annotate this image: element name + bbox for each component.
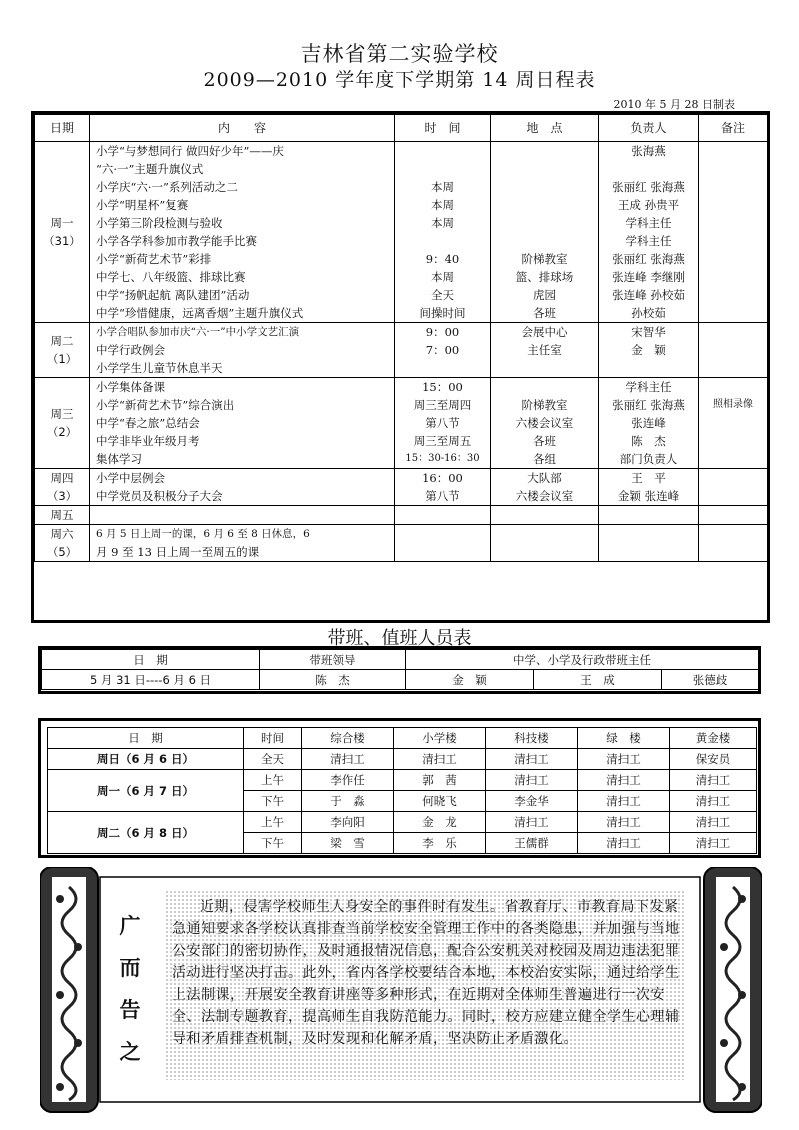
content-line: 中学“扬帆起航 离队建团”活动 bbox=[96, 288, 250, 302]
owner-line: 张丽红 张海燕 bbox=[612, 252, 685, 266]
content-cell bbox=[90, 142, 395, 323]
owner-line: 张丽红 张海燕 bbox=[612, 398, 685, 412]
note-line bbox=[701, 359, 765, 377]
time-line: 间操时间 bbox=[419, 306, 466, 320]
watch-date: 周日（6 月 6 日） bbox=[48, 749, 244, 770]
note-line bbox=[701, 525, 765, 543]
content-line: 小学庆“六·一”系列活动之二 bbox=[96, 180, 238, 194]
place-line: 阶梯教室 bbox=[521, 252, 568, 266]
watch-time: 下午 bbox=[244, 791, 302, 812]
schedule-day-row bbox=[35, 142, 768, 323]
time-line: 9：40 bbox=[425, 252, 460, 266]
time-line: 第八节 bbox=[425, 489, 460, 503]
place-cell bbox=[491, 506, 599, 525]
place-line: 主任室 bbox=[527, 343, 562, 357]
time-line: 7：00 bbox=[425, 343, 460, 357]
watch-cell: 李金华 bbox=[486, 791, 578, 812]
watch-cell: 清扫工 bbox=[578, 833, 670, 854]
day-date: （31） bbox=[43, 234, 81, 248]
time-cell bbox=[395, 506, 491, 525]
owner-line: 张丽红 张海燕 bbox=[612, 180, 685, 194]
watch-cell: 清扫工 bbox=[486, 812, 578, 833]
duty-leader-header: 带班领导 bbox=[260, 650, 406, 670]
owner-line bbox=[601, 525, 696, 543]
watch-date: 周二（6 月 8 日） bbox=[48, 812, 244, 854]
content-line: 中学“珍惜健康，远离香烟”主题升旗仪式 bbox=[96, 306, 304, 320]
watch-header: 时间 bbox=[244, 728, 302, 749]
duty-leader: 陈 杰 bbox=[260, 670, 406, 690]
watch-time: 上午 bbox=[244, 812, 302, 833]
watch-cell: 清扫工 bbox=[578, 749, 670, 770]
day-date: （1） bbox=[46, 352, 78, 366]
time-line: 本周 bbox=[431, 216, 454, 230]
watch-cell: 清扫工 bbox=[578, 791, 670, 812]
place-line bbox=[493, 196, 596, 214]
place-line: 阶梯教室 bbox=[521, 398, 568, 412]
schedule-frame bbox=[31, 111, 770, 623]
watch-table bbox=[47, 727, 757, 854]
schedule-day-row bbox=[35, 323, 768, 378]
content-line: 月 9 至 13 日上周一至周五的课 bbox=[96, 545, 260, 559]
day-date: （3） bbox=[46, 489, 78, 503]
day-label bbox=[35, 525, 90, 562]
owner-line: 王 平 bbox=[631, 471, 666, 485]
day-date: （5） bbox=[46, 545, 78, 559]
col-owner-header: 负责人 bbox=[599, 115, 699, 142]
place-cell bbox=[491, 323, 599, 378]
note-line bbox=[701, 232, 765, 250]
place-cell bbox=[491, 142, 599, 323]
watch-header: 日 期 bbox=[48, 728, 244, 749]
note-line bbox=[701, 378, 765, 396]
owner-line: 金颖 张连峰 bbox=[617, 489, 680, 503]
schedule-day-row bbox=[35, 506, 768, 525]
note-line bbox=[701, 414, 765, 432]
watch-date: 周一（6 月 7 日） bbox=[48, 770, 244, 812]
content-line: 小学“新荷艺术节”综合演出 bbox=[96, 398, 235, 412]
owner-cell bbox=[599, 469, 699, 506]
content-line: 小学集体备课 bbox=[96, 380, 165, 394]
place-line bbox=[493, 506, 596, 524]
watch-time: 上午 bbox=[244, 770, 302, 791]
note-line: 照相录像 bbox=[713, 399, 753, 410]
time-line: 本周 bbox=[431, 270, 454, 284]
time-line: 本周 bbox=[431, 198, 454, 212]
note-cell bbox=[699, 323, 768, 378]
notice-text: 近期，侵害学校师生人身安全的事件时有发生。省教育厅、市教育局下发紧急通知要求各学校认真排查当前学校安全管理工作中的各类隐患，并加强与当地公安部门的密切协作，及时通报情况信息，配合公安机关对校园及周边违法犯罪活动进行坚决打击。此外，省内各学校要结合本地，本校治安实际，通过给学生上法制课，开展安全教育讲座等多种形式，在近期对全体师生普遍进行一次安全、法制专题教育，提高师生自我防范能力。同时，校方应建立健全学生心理辅导和矛盾排查机制，及时发现和化解矛盾，坚决防止矛盾激化。 bbox=[172, 899, 680, 1047]
content-cell bbox=[90, 506, 395, 525]
day-label bbox=[35, 469, 90, 506]
time-line bbox=[397, 232, 488, 250]
note-cell bbox=[699, 525, 768, 562]
content-cell bbox=[90, 469, 395, 506]
place-cell bbox=[491, 378, 599, 469]
note-line bbox=[701, 487, 765, 505]
watch-cell: 清扫工 bbox=[670, 833, 757, 854]
owner-line: 张连峰 李继刚 bbox=[612, 270, 685, 284]
owner-line bbox=[601, 543, 696, 561]
watch-cell: 清扫工 bbox=[670, 770, 757, 791]
owner-line: 陈 杰 bbox=[631, 434, 666, 448]
place-line: 各班 bbox=[533, 306, 556, 320]
owner-line: 张连峰 孙校茹 bbox=[612, 288, 685, 302]
content-line: 中学行政例会 bbox=[96, 343, 165, 357]
place-cell bbox=[491, 525, 599, 562]
note-line bbox=[701, 250, 765, 268]
owner-line: 部门负责人 bbox=[619, 452, 678, 466]
time-line: 16：00 bbox=[422, 471, 463, 485]
owner-cell bbox=[599, 323, 699, 378]
watch-cell: 梁 雪 bbox=[302, 833, 394, 854]
day-name: 周一 bbox=[50, 216, 74, 230]
duty-title: 带班、值班人员表 bbox=[327, 628, 472, 649]
watch-time: 全天 bbox=[244, 749, 302, 770]
place-line bbox=[493, 378, 596, 396]
note-line bbox=[701, 432, 765, 450]
day-name: 周六 bbox=[50, 527, 74, 541]
owner-line: 宋智华 bbox=[631, 325, 666, 339]
note-line bbox=[701, 178, 765, 196]
owner-line: 学科主任 bbox=[625, 380, 672, 394]
day-label bbox=[35, 323, 90, 378]
watch-header: 绿 楼 bbox=[578, 728, 670, 749]
owner-line: 张海燕 bbox=[631, 144, 666, 158]
duty-header-row bbox=[42, 650, 759, 670]
content-line: 小学各学科参加市教学能手比赛 bbox=[96, 234, 257, 248]
place-line: 六楼会议室 bbox=[515, 489, 574, 503]
watch-cell: 清扫工 bbox=[486, 770, 578, 791]
watch-header: 小学楼 bbox=[394, 728, 486, 749]
content-line: 小学第三阶段检测与验收 bbox=[96, 216, 223, 230]
place-line bbox=[493, 525, 596, 543]
time-line: 第八节 bbox=[425, 416, 460, 430]
owner-line: 学科主任 bbox=[625, 216, 672, 230]
duty-member: 金 颖 bbox=[406, 670, 534, 690]
schedule-subtitle: 2009—2010 学年度下学期第 14 周日程表 bbox=[203, 69, 596, 91]
owner-line bbox=[601, 506, 696, 524]
note-line bbox=[701, 142, 765, 160]
watch-row bbox=[48, 749, 757, 770]
watch-cell: 清扫工 bbox=[302, 749, 394, 770]
content-line: 小学“与梦想同行 做四好少年”——庆 bbox=[96, 144, 284, 158]
time-cell bbox=[395, 142, 491, 323]
note-line bbox=[701, 450, 765, 468]
col-content-header: 内 容 bbox=[90, 115, 395, 142]
day-label bbox=[35, 378, 90, 469]
content-line: 小学学生儿童节休息半天 bbox=[96, 361, 223, 375]
day-date: （2） bbox=[46, 425, 78, 439]
day-name: 周三 bbox=[50, 407, 74, 421]
col-date-header: 日期 bbox=[35, 115, 90, 142]
schedule-body bbox=[35, 142, 768, 562]
watch-cell: 王儒群 bbox=[486, 833, 578, 854]
owner-cell bbox=[599, 506, 699, 525]
watch-cell: 于 淼 bbox=[302, 791, 394, 812]
place-line bbox=[493, 543, 596, 561]
content-cell bbox=[90, 378, 395, 469]
made-date: 2010 年 5 月 28 日制表 bbox=[613, 98, 735, 111]
time-line: 本周 bbox=[431, 180, 454, 194]
col-place-header: 地 点 bbox=[491, 115, 599, 142]
watch-cell: 清扫工 bbox=[486, 749, 578, 770]
owner-line bbox=[601, 359, 696, 377]
day-name: 周二 bbox=[50, 334, 74, 348]
time-line: 9：00 bbox=[425, 325, 460, 339]
schedule-table bbox=[34, 114, 768, 562]
note-line bbox=[701, 341, 765, 359]
schedule-day-row bbox=[35, 525, 768, 562]
duty-member: 王 成 bbox=[534, 670, 662, 690]
note-line bbox=[701, 214, 765, 232]
note-line bbox=[701, 304, 765, 322]
watch-cell: 清扫工 bbox=[670, 812, 757, 833]
watch-frame bbox=[38, 718, 761, 858]
note-line bbox=[701, 506, 765, 524]
content-cell bbox=[90, 323, 395, 378]
duty-date: 5 月 31 日----6 月 6 日 bbox=[42, 670, 260, 690]
watch-header: 黄金楼 bbox=[670, 728, 757, 749]
time-line: 周三至周五 bbox=[413, 434, 472, 448]
content-line: 中学非毕业年级月考 bbox=[96, 434, 200, 448]
watch-cell: 李 乐 bbox=[394, 833, 486, 854]
content-line bbox=[96, 506, 392, 524]
duty-row bbox=[42, 670, 759, 690]
schedule-header-row bbox=[35, 115, 768, 142]
owner-line bbox=[601, 160, 696, 178]
note-line bbox=[701, 543, 765, 561]
place-line: 六楼会议室 bbox=[515, 416, 574, 430]
owner-cell bbox=[599, 525, 699, 562]
day-name: 周五 bbox=[50, 508, 74, 522]
owner-cell bbox=[599, 378, 699, 469]
content-line: 集体学习 bbox=[96, 452, 142, 466]
time-cell bbox=[395, 525, 491, 562]
watch-cell: 李作任 bbox=[302, 770, 394, 791]
note-cell bbox=[699, 142, 768, 323]
content-cell bbox=[90, 525, 395, 562]
time-line bbox=[397, 142, 488, 160]
time-line: 全天 bbox=[431, 288, 454, 302]
time-line bbox=[397, 525, 488, 543]
owner-line: 王成 孙贵平 bbox=[617, 198, 680, 212]
duty-members-header: 中学、小学及行政带班主任 bbox=[406, 650, 759, 670]
note-cell bbox=[699, 469, 768, 506]
time-cell bbox=[395, 323, 491, 378]
content-line: 小学“新荷艺术节”彩排 bbox=[96, 252, 212, 266]
time-line bbox=[397, 359, 488, 377]
watch-cell: 清扫工 bbox=[394, 749, 486, 770]
owner-line: 学科主任 bbox=[625, 234, 672, 248]
time-cell bbox=[395, 469, 491, 506]
content-line: 小学“明星杯”复赛 bbox=[96, 198, 189, 212]
note-line bbox=[701, 160, 765, 178]
col-time-header: 时 间 bbox=[395, 115, 491, 142]
note-cell bbox=[699, 378, 768, 469]
school-title: 吉林省第二实验学校 bbox=[300, 42, 499, 66]
content-line: 小学中层例会 bbox=[96, 471, 165, 485]
time-line: 15：00 bbox=[422, 380, 463, 394]
place-line: 大队部 bbox=[527, 471, 562, 485]
watch-cell: 清扫工 bbox=[578, 770, 670, 791]
schedule-day-row bbox=[35, 378, 768, 469]
watch-cell: 金 龙 bbox=[394, 812, 486, 833]
place-line bbox=[493, 232, 596, 250]
col-note-header: 备注 bbox=[699, 115, 768, 142]
owner-line: 金 颖 bbox=[631, 343, 666, 357]
watch-cell: 李向阳 bbox=[302, 812, 394, 833]
duty-table bbox=[41, 649, 759, 690]
watch-header: 科技楼 bbox=[486, 728, 578, 749]
watch-cell: 清扫工 bbox=[670, 791, 757, 812]
day-label bbox=[35, 506, 90, 525]
schedule-day-row bbox=[35, 469, 768, 506]
duty-frame bbox=[38, 646, 761, 694]
note-line bbox=[701, 469, 765, 487]
place-line bbox=[493, 359, 596, 377]
watch-header-row bbox=[48, 728, 757, 749]
note-line bbox=[701, 323, 765, 341]
duty-member: 张德歧 bbox=[662, 670, 759, 690]
place-line bbox=[493, 178, 596, 196]
time-line bbox=[397, 160, 488, 178]
watch-row bbox=[48, 812, 757, 833]
time-line: 周三至周四 bbox=[413, 398, 472, 412]
watch-cell: 保安员 bbox=[670, 749, 757, 770]
note-line bbox=[701, 196, 765, 214]
watch-time: 下午 bbox=[244, 833, 302, 854]
watch-body bbox=[48, 749, 757, 854]
content-line: 中学“春之旅”总结会 bbox=[96, 416, 200, 430]
watch-cell: 郭 茜 bbox=[394, 770, 486, 791]
owner-line: 孙校茹 bbox=[631, 306, 666, 320]
duty-date-header: 日 期 bbox=[42, 650, 260, 670]
note-line bbox=[701, 268, 765, 286]
content-line: “六·一”主题升旗仪式 bbox=[96, 162, 204, 176]
watch-header: 综合楼 bbox=[302, 728, 394, 749]
content-line: 中学七、八年级篮、排球比赛 bbox=[96, 270, 246, 284]
place-line: 虎园 bbox=[533, 288, 556, 302]
place-line: 各组 bbox=[533, 452, 556, 466]
place-cell bbox=[491, 469, 599, 506]
watch-cell: 何晓飞 bbox=[394, 791, 486, 812]
place-line bbox=[493, 214, 596, 232]
time-line: 15：30-16：30 bbox=[405, 453, 480, 464]
time-line bbox=[397, 543, 488, 561]
place-line: 篮、排球场 bbox=[515, 270, 574, 284]
day-name: 周四 bbox=[50, 471, 74, 485]
watch-cell: 清扫工 bbox=[578, 812, 670, 833]
content-line: 小学合唱队参加市庆“六·一”中小学文艺汇演 bbox=[96, 326, 300, 338]
day-label bbox=[35, 142, 90, 323]
notice-title: 广 而 告 之 bbox=[119, 913, 141, 1064]
place-line bbox=[493, 160, 596, 178]
time-cell bbox=[395, 378, 491, 469]
note-line bbox=[701, 286, 765, 304]
owner-cell bbox=[599, 142, 699, 323]
note-cell bbox=[699, 506, 768, 525]
place-line: 各班 bbox=[533, 434, 556, 448]
place-line bbox=[493, 142, 596, 160]
content-line: 中学党员及积极分子大会 bbox=[96, 489, 223, 503]
watch-row bbox=[48, 770, 757, 791]
time-line bbox=[397, 506, 488, 524]
owner-line: 张连峰 bbox=[631, 416, 666, 430]
place-line: 会展中心 bbox=[521, 325, 568, 339]
content-line: 6 月 5 日上周一的课，6 月 6 至 8 日休息，6 bbox=[96, 528, 310, 540]
